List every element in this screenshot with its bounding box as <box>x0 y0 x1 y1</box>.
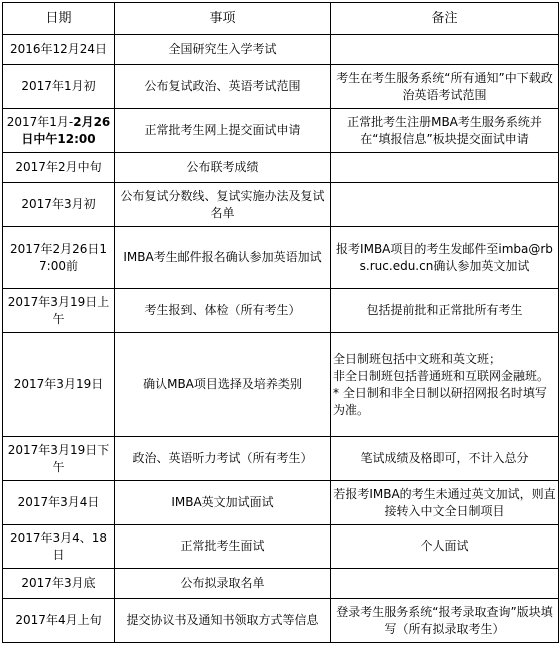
table-row <box>3 481 559 525</box>
row-item: IMBA考生邮件报名确认参加英语加试 <box>115 227 331 289</box>
table-row <box>3 525 559 569</box>
row-item: 正常批考生网上提交面试申请 <box>115 109 331 153</box>
row-date: 2017年3月19日上午 <box>3 289 115 333</box>
row-date: 2017年2月26日17:00前 <box>3 227 115 289</box>
row-date: 2017年3月4、18日 <box>3 525 115 569</box>
row-note: 正常批考生注册MBA考生服务系统并在“填报信息”板块提交面试申请 <box>331 109 559 153</box>
row-item: 公布复试分数线、复试实施办法及复试名单 <box>115 183 331 227</box>
row-item: 公布复试政治、英语考试范围 <box>115 65 331 109</box>
row-note: 报考IMBA项目的考生发邮件至imba@rbs.ruc.edu.cn确认参加英文加试 <box>331 227 559 289</box>
row-date-deadline: 2月26日中午12:00 <box>21 114 111 146</box>
row-item: 正常批考生面试 <box>115 525 331 569</box>
row-item: 考生报到、体检（所有考生） <box>115 289 331 333</box>
header-date: 日期 <box>3 3 115 35</box>
table-row <box>3 35 559 65</box>
table-row <box>3 599 559 643</box>
row-date-prefix: 2017年1月- <box>6 114 74 129</box>
row-note: 包括提前批和正常批所有考生 <box>331 289 559 333</box>
row-note: 若报考IMBA的考生未通过英文加试，则直接转入中文全日制项目 <box>331 481 559 525</box>
row-date: 2016年12月24日 <box>3 35 115 65</box>
note-line: 非全日制班包括普通班和互联网金融班。 <box>333 368 550 383</box>
header-note: 备注 <box>331 3 559 35</box>
row-note: 登录考生服务系统“报考录取查询”版块填写（所有拟录取考生） <box>331 599 559 643</box>
row-note <box>331 333 559 437</box>
header-row <box>3 3 559 35</box>
note-line: 全日制班包括中文班和英文班； <box>333 351 502 366</box>
row-date: 2017年3月19日 <box>3 333 115 437</box>
row-note <box>331 183 559 227</box>
row-item: 确认MBA项目选择及培养类别 <box>115 333 331 437</box>
table-row <box>3 227 559 289</box>
table-row <box>3 183 559 227</box>
row-date: 2017年3月4日 <box>3 481 115 525</box>
table-row <box>3 153 559 183</box>
row-note: 笔试成绩及格即可，不计入总分 <box>331 437 559 481</box>
row-item: 提交协议书及通知书领取方式等信息 <box>115 599 331 643</box>
row-note: 个人面试 <box>331 525 559 569</box>
row-note <box>331 153 559 183</box>
row-note: 考生在考生服务系统“所有通知”中下载政治英语考试范围 <box>331 65 559 109</box>
row-date: 2017年3月初 <box>3 183 115 227</box>
table-row <box>3 333 559 437</box>
row-note <box>331 35 559 65</box>
row-date: 2017年4月上旬 <box>3 599 115 643</box>
schedule-table <box>2 2 559 643</box>
table-row <box>3 65 559 109</box>
row-date <box>3 109 115 153</box>
header-item: 事项 <box>115 3 331 35</box>
table-row <box>3 109 559 153</box>
row-date: 2017年1月初 <box>3 65 115 109</box>
row-date: 2017年3月19日下午 <box>3 437 115 481</box>
row-item: 政治、英语听力考试（所有考生） <box>115 437 331 481</box>
table-row <box>3 569 559 599</box>
note-line: * 全日制和非全日制以研招网报名时填写为准。 <box>333 385 547 417</box>
row-date: 2017年3月底 <box>3 569 115 599</box>
row-item: 公布拟录取名单 <box>115 569 331 599</box>
row-date: 2017年2月中旬 <box>3 153 115 183</box>
row-item: 全国研究生入学考试 <box>115 35 331 65</box>
row-item: IMBA英文加试面试 <box>115 481 331 525</box>
row-item: 公布联考成绩 <box>115 153 331 183</box>
row-note <box>331 569 559 599</box>
table-row <box>3 289 559 333</box>
table-row <box>3 437 559 481</box>
